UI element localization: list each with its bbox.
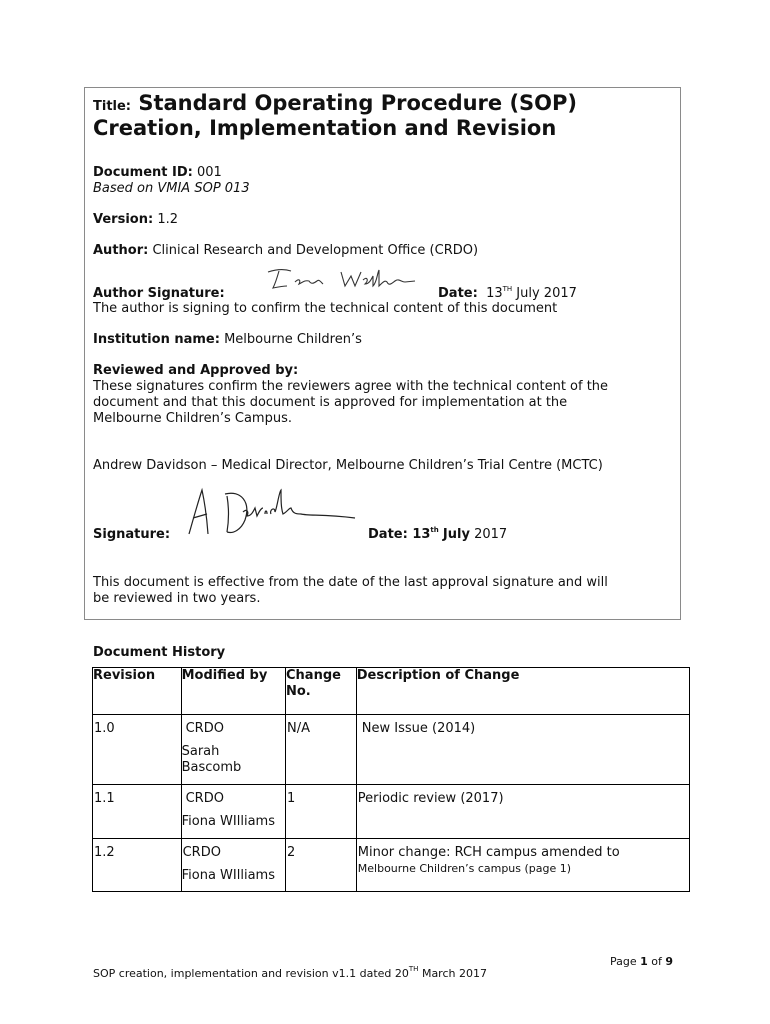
history-heading: Document History	[93, 645, 226, 660]
author-date-label: Date:	[438, 286, 478, 301]
reviewer-date-sup: th	[430, 526, 439, 534]
reviewer: Andrew Davidson – Medical Director, Melbourne Children’s Trial Centre (MCTC)	[93, 458, 603, 473]
reviewed-heading: Reviewed and Approved by:	[93, 363, 299, 378]
description-line-2: Melbourne Children’s campus (page 1)	[357, 862, 572, 875]
modified-by-cell	[181, 785, 285, 839]
modified-by-org: CRDO	[185, 721, 224, 736]
description-cell: Periodic review (2017)	[356, 785, 689, 839]
reviewer-date-label: Date: 13	[368, 527, 431, 542]
change-no-cell: N/A	[286, 715, 357, 785]
author-signature	[265, 266, 425, 292]
reviewer-signature	[183, 486, 361, 538]
footer-text	[93, 967, 487, 981]
page-number	[610, 955, 673, 969]
modified-by-name: Fiona WIlliams	[181, 868, 275, 883]
signature-label: Signature:	[93, 527, 171, 542]
author-date-day: 13	[486, 286, 503, 301]
effective-line-2: be reviewed in two years.	[93, 591, 261, 606]
header-change-no	[286, 668, 357, 715]
header-revision: Revision	[93, 668, 182, 715]
revision-cell: 1.0	[93, 715, 182, 785]
title-line-1: Standard Operating Procedure (SOP)	[138, 91, 578, 115]
page-prefix: Page	[610, 955, 637, 968]
modified-by-name-2: Bascomb	[181, 760, 242, 775]
revision-cell: 1.2	[93, 839, 182, 892]
effective-line-1: This document is effective from the date of the last approval signature and will	[93, 575, 608, 590]
institution-value: Melbourne Children’s	[224, 332, 362, 347]
author-date-rest: July 2017	[516, 286, 577, 301]
based-on: Based on VMIA SOP 013	[93, 181, 250, 196]
modified-by-name-1: Sarah	[181, 744, 220, 759]
document-id	[93, 165, 222, 181]
description-cell: New Issue (2014)	[356, 715, 689, 785]
page-total: 9	[665, 955, 674, 968]
modified-by-name: Fiona WIlliams	[181, 814, 275, 829]
version-value: 1.2	[157, 212, 178, 227]
footer-main: SOP creation, implementation and revision v1.1 dated 20	[93, 967, 409, 980]
reviewer-date-month: July	[442, 527, 470, 542]
footer-rest: March 2017	[421, 967, 487, 980]
reviewed-line-2: document and that this document is approved for implementation at the	[93, 395, 568, 410]
version	[93, 212, 178, 228]
reviewer-date-year: 2017	[474, 527, 508, 542]
header-modified-by: Modified by	[181, 668, 285, 715]
author-value: Clinical Research and Development Office (CRDO)	[152, 243, 479, 258]
change-no-cell: 1	[286, 785, 357, 839]
description-line-1: Minor change: RCH campus amended to	[357, 845, 620, 860]
change-no-cell: 2	[286, 839, 357, 892]
table-header-row	[93, 668, 690, 715]
modified-by-org: CRDO	[182, 845, 221, 860]
institution	[93, 332, 362, 348]
institution-label: Institution name:	[93, 332, 220, 347]
author-signature-label: Author Signature:	[93, 286, 225, 301]
document-id-label: Document ID:	[93, 165, 193, 180]
table-row	[93, 715, 690, 785]
footer-sup: TH	[408, 965, 419, 973]
author-date	[438, 286, 577, 302]
page-of: of	[651, 955, 662, 968]
author-note: The author is signing to confirm the technical content of this document	[93, 301, 558, 316]
page-current: 1	[640, 955, 648, 968]
header-no: No.	[286, 684, 311, 699]
revision-cell: 1.1	[93, 785, 182, 839]
table-row	[93, 785, 690, 839]
modified-by-cell	[181, 839, 285, 892]
description-cell	[356, 839, 689, 892]
title-line-2: Creation, Implementation and Revision	[93, 116, 557, 140]
header-description: Description of Change	[356, 668, 689, 715]
author-date-sup: TH	[502, 285, 513, 293]
version-label: Version:	[93, 212, 154, 227]
reviewer-date	[368, 527, 507, 543]
header-change: Change	[286, 668, 341, 683]
reviewed-line-3: Melbourne Children’s Campus.	[93, 411, 292, 426]
document-id-value: 001	[197, 165, 222, 180]
reviewed-line-1: These signatures confirm the reviewers agree with the technical content of the	[93, 379, 609, 394]
author-label: Author:	[93, 243, 149, 258]
author-signature-row	[93, 286, 225, 302]
history-table	[92, 667, 690, 892]
modified-by-org: CRDO	[185, 791, 224, 806]
author	[93, 243, 478, 259]
modified-by-cell	[181, 715, 285, 785]
table-row	[93, 839, 690, 892]
title-label: Title:	[93, 99, 132, 114]
